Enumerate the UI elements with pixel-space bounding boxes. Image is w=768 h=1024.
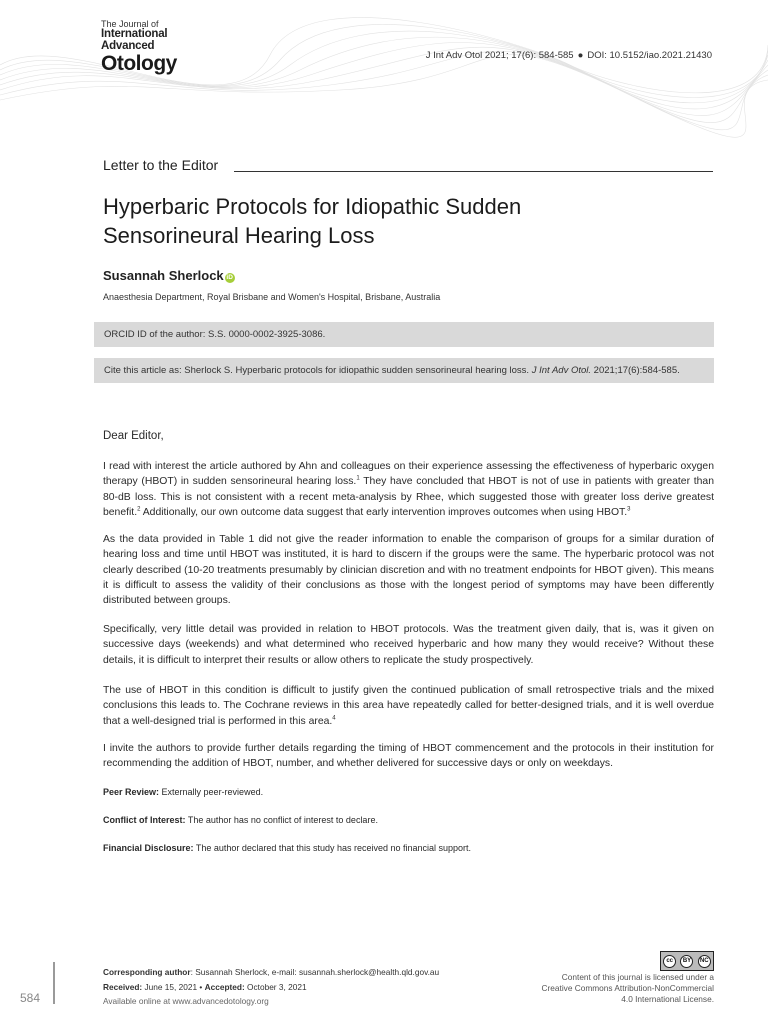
license-text: [514, 972, 714, 1005]
conflict-label: Conflict of Interest:: [103, 815, 186, 825]
license-line-3: 4.0 International License.: [621, 994, 714, 1004]
p1-part-b: They have concluded that HBOT is not of use in patients with greater than 80-dB loss. This is not consistent with a recent meta-analysis by Rhee, which suggested those with greater loss derive greatest benefit.: [103, 476, 714, 518]
peer-review: [103, 787, 263, 797]
footer-divider: [53, 962, 55, 1004]
cc-symbol: cc: [663, 955, 676, 968]
financial-label: Financial Disclosure:: [103, 843, 194, 853]
corr-text[interactable]: : Susannah Sherlock, e-mail: susannah.sherlock@health.qld.gov.au: [190, 967, 440, 977]
conflict-text: The author has no conflict of interest to declare.: [185, 815, 378, 825]
citation-text: J Int Adv Otol 2021; 17(6): 584-585: [425, 50, 574, 61]
p1-part-c: Additionally, our own outcome data suggest that early intervention improves outcomes when using HBOT.: [140, 506, 628, 518]
received-label: Received:: [103, 982, 143, 992]
separator-dot: ●: [577, 50, 584, 61]
paragraph-1: [103, 459, 714, 520]
ref-2[interactable]: 2: [137, 506, 141, 513]
section-label: Letter to the Editor: [103, 157, 219, 173]
section-divider: [234, 171, 713, 172]
ref-4[interactable]: 4: [332, 715, 336, 722]
license-line-1: Content of this journal is licensed under a: [561, 972, 714, 982]
author-name-text: Susannah Sherlock: [103, 268, 224, 283]
available-online[interactable]: Available online at www.advancedotology.org: [103, 996, 269, 1006]
logo-line-4: Otology: [101, 52, 177, 75]
logo-line-3: Advanced: [101, 39, 155, 52]
cite-journal: J Int Adv Otol.: [531, 365, 592, 376]
peer-text: Externally peer-reviewed.: [159, 787, 264, 797]
p1-part-a: I read with interest the article authored by Ahn and colleagues on their experience assessing the effectiveness of hyperbaric oxygen therapy (HBOT) in sudden sensorineural hearing loss.: [103, 461, 714, 488]
received-text: June 15, 2021 •: [142, 982, 205, 992]
cite-prefix: Cite this article as: Sherlock S. Hyperbaric protocols for idiopathic sudden sensorineural hearing loss.: [104, 365, 532, 376]
dates: [103, 982, 307, 992]
license-line-2[interactable]: Creative Commons Attribution-NonCommercial: [541, 983, 714, 993]
journal-citation: [426, 50, 712, 61]
logo-line-1: The Journal of: [101, 19, 159, 29]
paragraph-5: I invite the authors to provide further details regarding the timing of HBOT commencement and the protocols in their institution for recommending the addition of HBOT, number, and whether delivered for successive days or only on weekdays.: [103, 743, 714, 770]
article-title: Hyperbaric Protocols for Idiopathic Sudden Sensorineural Hearing Loss: [103, 194, 522, 248]
ref-1[interactable]: 1: [356, 475, 360, 482]
page-number: 584: [20, 991, 41, 1005]
nc-symbol: NC: [698, 955, 711, 968]
orcid-text: ORCID ID of the author: S.S. 0000-0002-3925-3086.: [104, 329, 326, 340]
accepted-label: Accepted:: [204, 982, 245, 992]
financial-text: The author declared that this study has received no financial support.: [193, 843, 472, 853]
cc-license-icon[interactable]: [660, 951, 714, 971]
doi-text[interactable]: DOI: 10.5152/iao.2021.21430: [587, 50, 712, 61]
author-affiliation: Anaesthesia Department, Royal Brisbane and Women's Hospital, Brisbane, Australia: [103, 292, 441, 302]
paragraph-3: Specifically, very little detail was provided in relation to HBOT protocols. Was the treatment given daily, that is, was it given on successive days (weekends) and what determined who received hyperbaric and how many they would receive? Without these details, it is difficult to interpret their results or allow others to replicate the study prospectively.: [103, 624, 714, 666]
corresponding-author: [103, 967, 439, 977]
paragraph-4: [103, 683, 714, 729]
salutation: Dear Editor,: [103, 430, 164, 442]
corr-label: Corresponding author: [103, 967, 191, 977]
journal-logo: [101, 20, 177, 74]
by-symbol: BY: [680, 955, 693, 968]
financial-disclosure: [103, 843, 471, 853]
peer-label: Peer Review:: [103, 787, 160, 797]
ref-3[interactable]: 3: [627, 506, 631, 513]
paragraph-2: As the data provided in Table 1 did not give the reader information to enable the comparison of groups for a similar duration of hearing loss and time until HBOT was instituted, it is hard to discern if the groups were the same. The hyperbaric protocol was not clearly described (10-20 treatments presumably by clinician discretion and with no treatment endpoints for HBOT given). This means it is difficult to assess the validity of their conclusions as those with the longest period of symptoms may have been differently distributed between groups.: [103, 534, 714, 607]
cite-suffix: 2021;17(6):584-585.: [591, 365, 680, 376]
conflict-of-interest: [103, 815, 378, 825]
orcid-icon[interactable]: iD: [226, 274, 233, 281]
p4-text: The use of HBOT in this condition is difficult to justify given the continued publication of small retrospective trials and the mixed conclusions this leads to. The Cochrane reviews in this area have repeatedly called for better-designed trials, and it is well overdue that a well-designed trial is performed in this area.: [103, 685, 714, 727]
author-name: [103, 268, 235, 283]
orcid-box: [94, 322, 714, 347]
accepted-text: October 3, 2021: [244, 982, 307, 992]
cite-box: [94, 358, 714, 383]
logo-line-2: International: [101, 28, 168, 40]
